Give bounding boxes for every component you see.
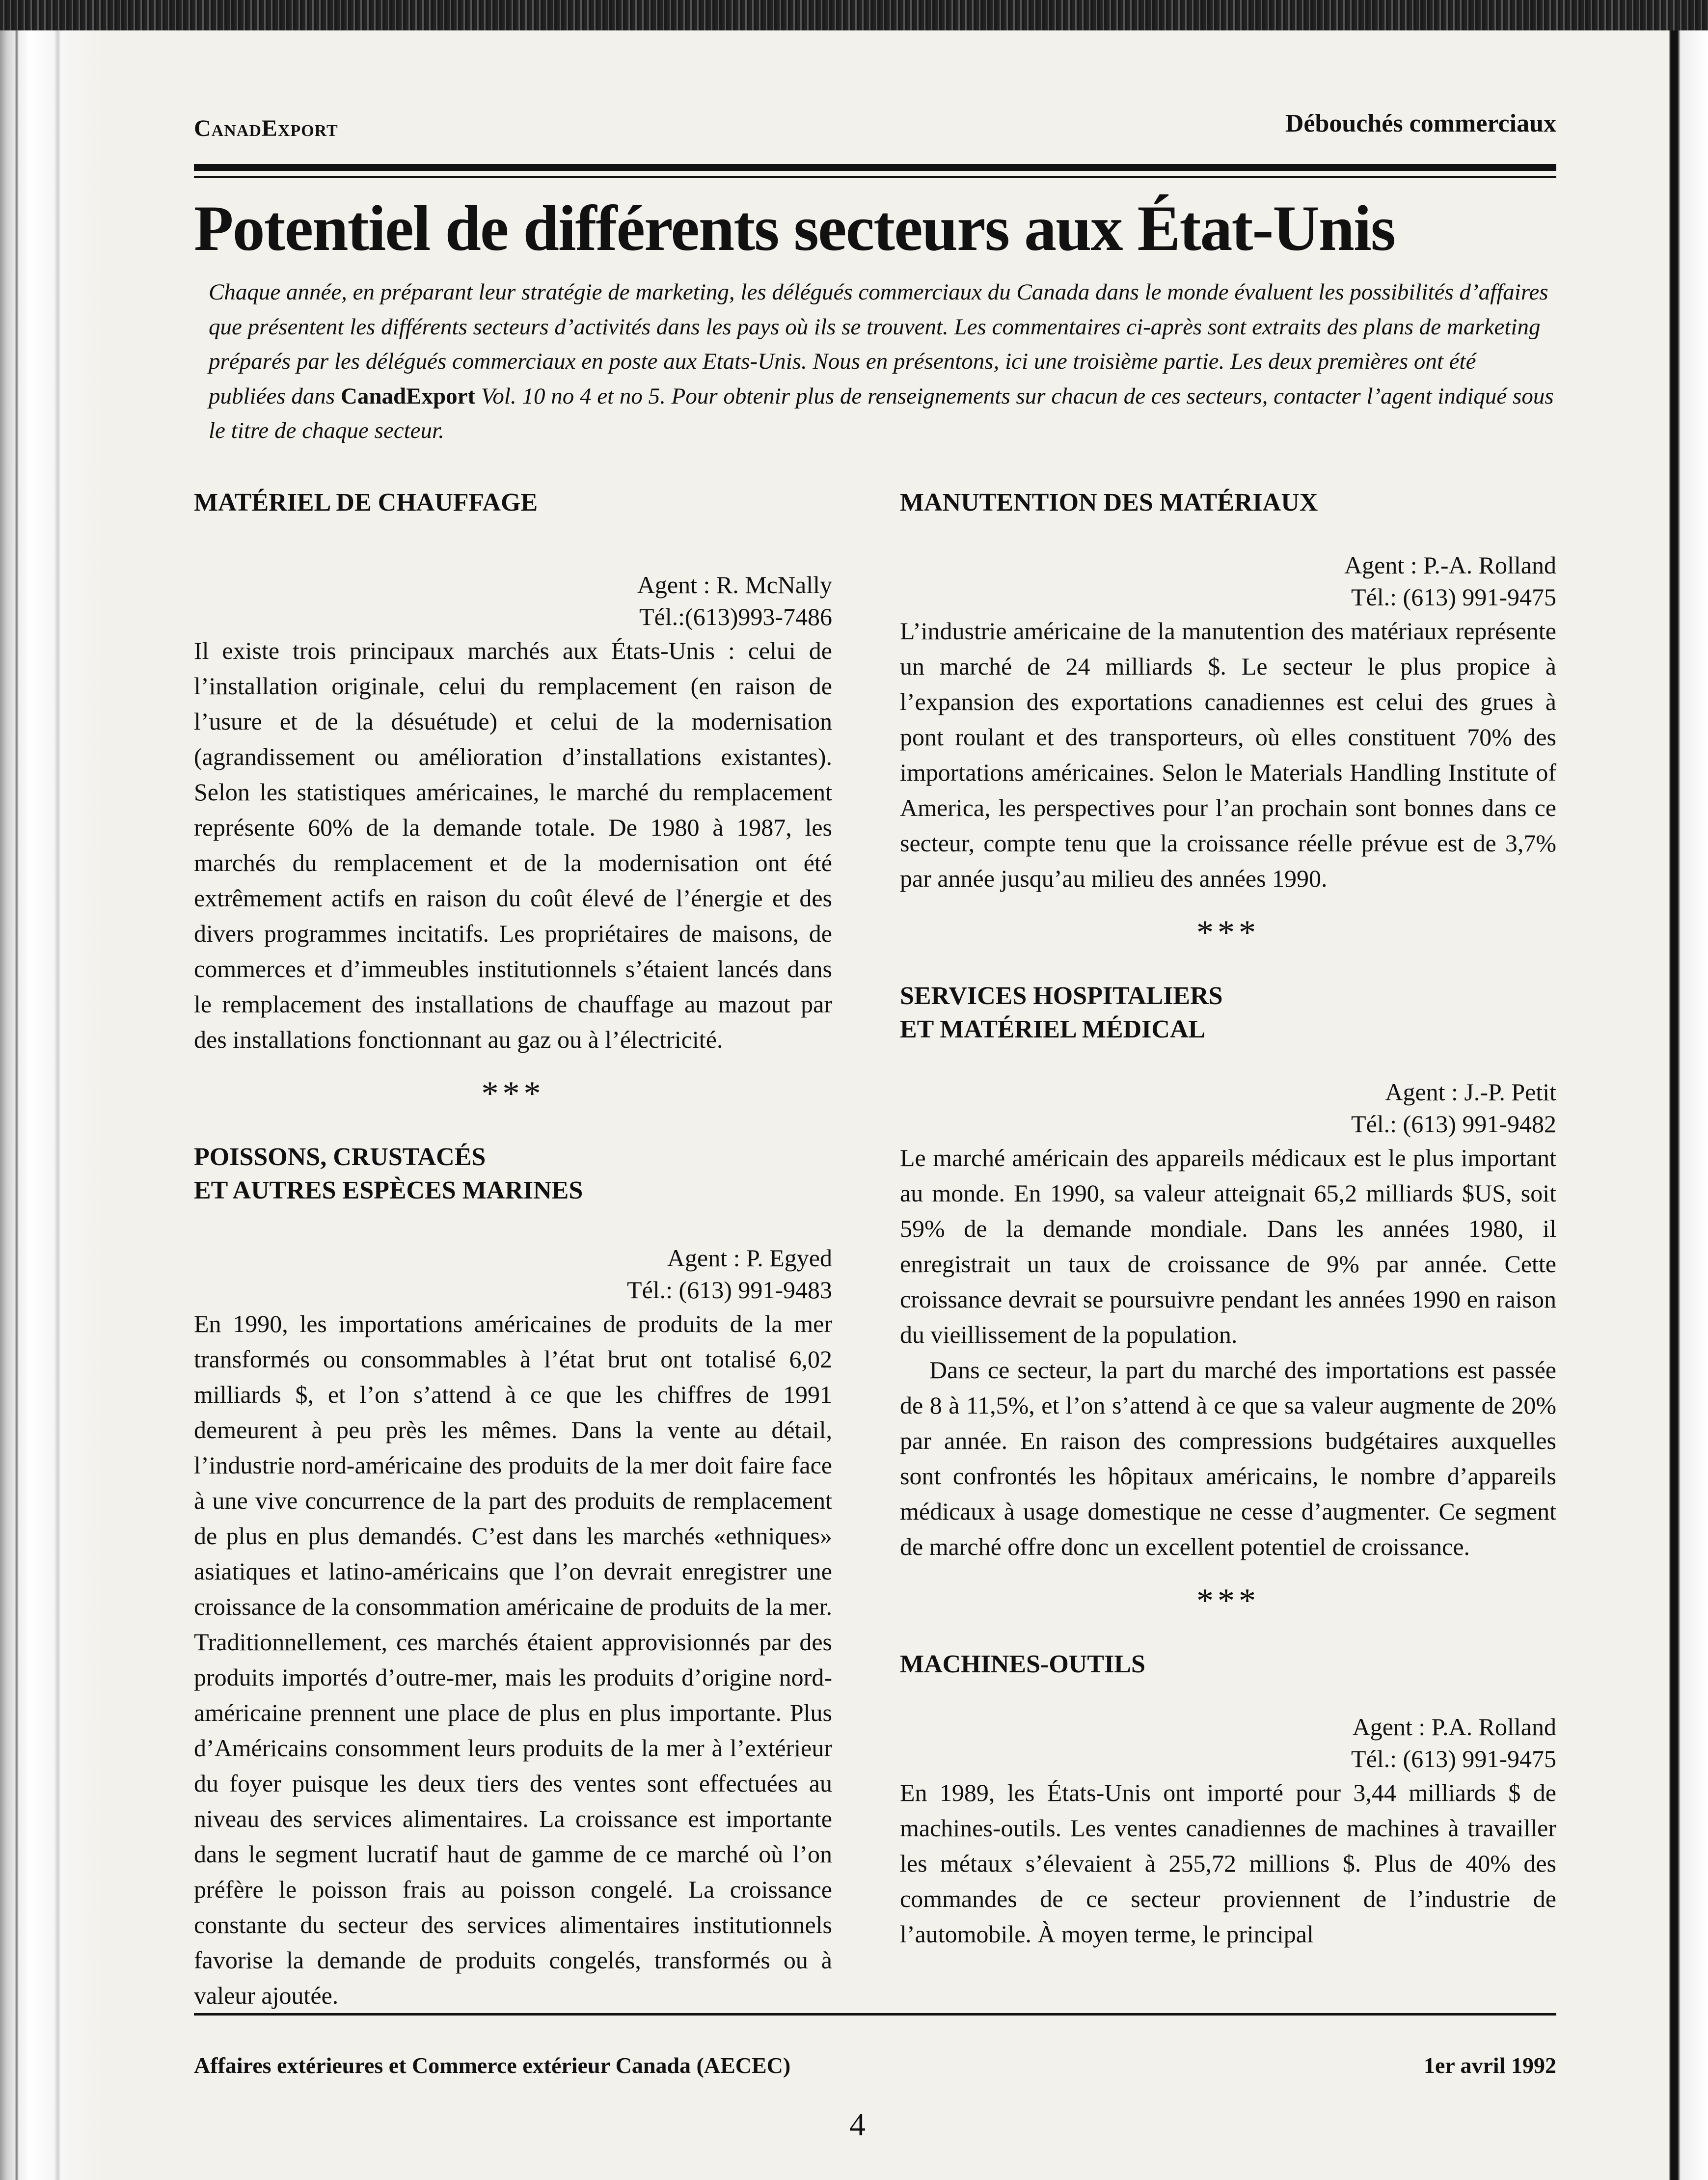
section-label: Débouchés commerciaux — [1285, 109, 1556, 137]
section-body: En 1990, les importations américaines de produits de la mer transformés ou consommables à l’état brut ont totalisé 6,02 milliards $, et l’on s’attend à ce que les chiffres de 1991 demeurent à peu près les mêmes. Dans la vente au détail, l’industrie nord-américaine des produits de la mer doit faire face à une vive concurrence de la part des produits de remplacement de plus en plus demandés. C’est dans les marchés «ethniques» asiatiques et latino-américains que l’on devrait enregistrer une croissance de la consommation américaine de produits de la mer. Traditionnellement, ces marchés étaient approvisionnés par des produits importés d’outre-mer, mais les produits d’origine nord-américaine prennent une place de plus en plus importante. Plus d’Américains consomment leurs produits de la mer à l’extérieur du foyer puisque les deux tiers des ventes sont effectuées au niveau des services alimentaires. La croissance est importante dans le segment lucratif haut de gamme de ce marché où l’on préfère le poisson frais au poisson congelé. La croissance constante du secteur des services alimentaires institutionnels favorise la demande de produits congelés, transformés ou à valeur ajoutée. — [194, 1309, 832, 2009]
section-separator: *** — [1196, 913, 1260, 952]
footer-date: 1er avril 1992 — [1424, 2053, 1556, 2078]
agent-phone: Tél.:(613)993-7486 — [639, 602, 832, 630]
section-title: MATÉRIEL DE CHAUFFAGE — [194, 489, 538, 517]
scan-right-edge — [1649, 30, 1708, 2180]
running-header — [194, 109, 1556, 148]
scan-binding-edge — [0, 30, 103, 2180]
section-title: MACHINES-OUTILS — [900, 1650, 1145, 1678]
agent-phone: Tél.: (613) 991-9483 — [627, 1276, 832, 1304]
section-body: L’industrie américaine de la manutention des matériaux représente un marché de 24 milliards $. Le secteur le plus propice à l’expansion des exportations canadiennes est celui des grues à pont roulant et des transporteurs, où elles constituent 70% des importations américaines. Selon le Materials Handling Institute of America, les perspectives pour l’an prochain sont bonnes dans ce secteur, compte tenu que la croissance réelle prévue est de 3,7% par année jusqu’au milieu des années 1990. — [900, 617, 1556, 892]
agent-name: Agent : J.-P. Petit — [1385, 1078, 1556, 1106]
section-separator: *** — [481, 1074, 545, 1113]
left-column — [194, 486, 832, 2013]
section-body: Le marché américain des appareils médicaux est le plus important au monde. En 1990, sa valeur atteignait 65,2 milliards $US, soit 59% de la demande mondiale. Dans les années 1980, il enregistrait un taux de croissance de 9% par année. Cette croissance devrait se poursuivre pendant les années 1990 en raison du vieillissement de la population. — [900, 1144, 1556, 1348]
agent-phone: Tél.: (613) 991-9482 — [1351, 1110, 1556, 1138]
header-rule-thick — [194, 164, 1556, 171]
agent-name: Agent : P.-A. Rolland — [1344, 551, 1556, 579]
section-body: Dans ce secteur, la part du marché des importations est passée de 8 à 11,5%, et l’on s’attend à ce que sa valeur augmente de 20% par année. En raison des compressions budgétaires auxquelles sont confrontés les hôpitaux américains, le nombre d’appareils médicaux à usage domestique ne cesse d’augmenter. Ce segment de marché offre donc un excellent potentiel de croissance. — [900, 1356, 1556, 1560]
right-column — [900, 486, 1556, 1952]
agent-phone: Tél.: (613) 991-9475 — [1351, 583, 1556, 611]
intro-text-start: Chaque année, en préparant leur stratégie de marketing, les délégués commerciaux du Canada dans le monde évaluent les possibilités d’affaires que présentent les différents secteurs d’activités dans les pays où ils se trouvent. Les commentaires ci-après sont extraits des plans de marketing préparés par les délégués commerciaux en poste aux Etats-Unis. Nous en présentons, ici une troisième partie. Les deux premières ont été publiées dans — [209, 279, 1548, 409]
intro-publication-name: CanadExport — [340, 383, 476, 409]
agent-name: Agent : R. McNally — [637, 571, 832, 599]
intro-paragraph — [209, 275, 1556, 448]
section-separator: *** — [1196, 1581, 1260, 1620]
document-page — [194, 0, 1556, 2180]
section-heating-equipment — [194, 486, 832, 1057]
footer-rule — [194, 2013, 1556, 2016]
intro-text-end: Vol. 10 no 4 et no 5. Pour obtenir plus de renseignements sur chacun de ces secteurs, contacter l’agent indiqué sous le titre de chaque secteur. — [209, 383, 1554, 443]
section-title: MANUTENTION DES MATÉRIAUX — [900, 489, 1318, 517]
section-material-handling — [900, 486, 1556, 896]
footer-publisher: Affaires extérieures et Commerce extérieur Canada (AECEC) — [194, 2053, 791, 2078]
section-body: Il existe trois principaux marchés aux États-Unis : celui de l’installation originale, celui du remplacement (en raison de l’usure et de la désuétude) et celui de la modernisation (agrandissement ou amélioration d’installations existantes). Selon les statistiques américaines, le marché du remplacement représente 60% de la demande totale. De 1980 à 1987, les marchés du remplacement et de la modernisation ont été extrêmement actifs en raison du coût élevé de l’énergie et des divers programmes incitatifs. Les propriétaires de maisons, de commerces et d’immeubles institutionnels s’étaient lancés dans le remplacement des installations de chauffage au mazout par des installations fonctionnant au gaz ou à l’électricité. — [194, 636, 832, 1053]
section-title: POISSONS, CRUSTACÉS ET AUTRES ESPÈCES MARINES — [194, 1143, 583, 1205]
agent-name: Agent : P.A. Rolland — [1352, 1713, 1556, 1741]
section-title: SERVICES HOSPITALIERS ET MATÉRIEL MÉDICAL — [900, 981, 1223, 1044]
section-body: En 1989, les États-Unis ont importé pour 3,44 milliards $ de machines-outils. Les ventes canadiennes de machines à travailler les métaux s’élevaient à 255,72 millions $. Plus de 40% des commandes de ce secteur proviennent de l’industrie de l’automobile. À moyen terme, le principal — [900, 1778, 1556, 1948]
page-number: 4 — [849, 2107, 866, 2143]
section-machine-tools — [900, 1648, 1556, 1952]
page-title: Potentiel de différents secteurs aux État-Unis — [194, 192, 1395, 264]
agent-name: Agent : P. Egyed — [667, 1244, 832, 1272]
agent-phone: Tél.: (613) 991-9475 — [1351, 1744, 1556, 1772]
header-rule-thin — [194, 176, 1556, 178]
publication-name: CanadExport — [194, 115, 338, 141]
section-medical-equipment — [900, 980, 1556, 1564]
section-seafood — [194, 1141, 832, 2013]
